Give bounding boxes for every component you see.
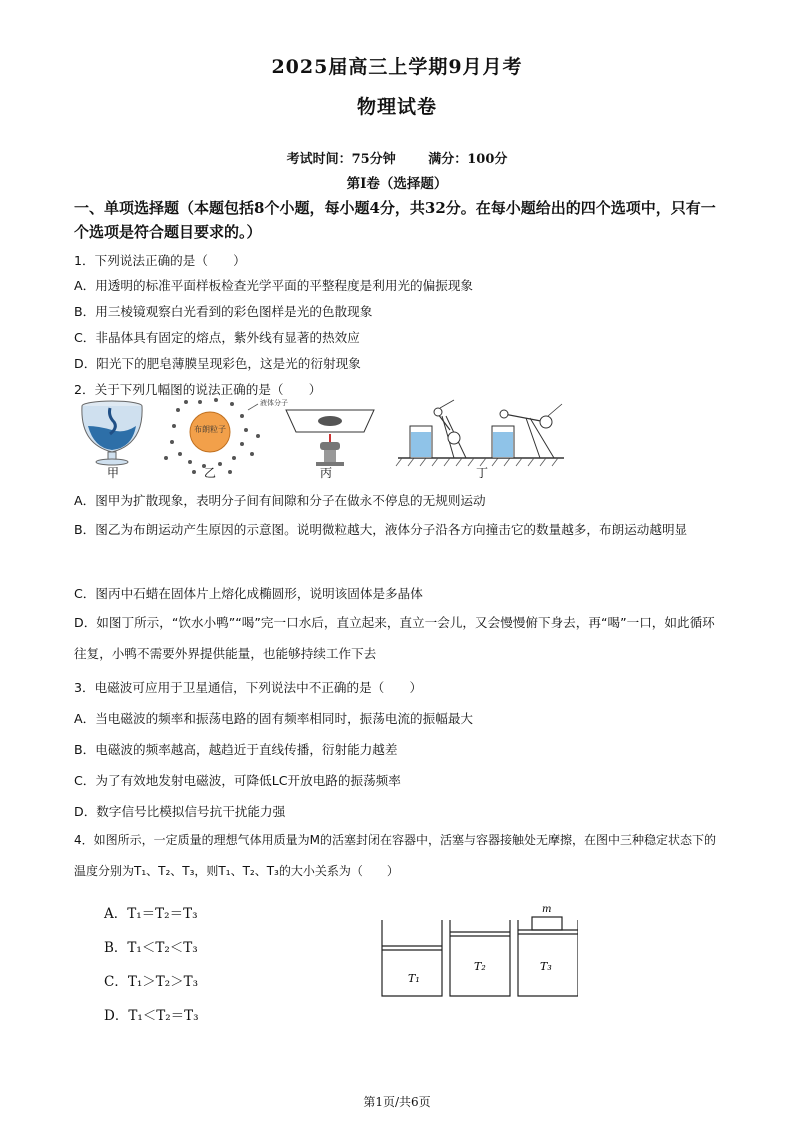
- container-label-t2: T₂: [474, 960, 486, 973]
- q2-option-b: B．图乙为布朗运动产生原因的示意图。说明微粒越大，液体分子沿各方向撞击它的数量越多，布朗运动越明显: [74, 522, 688, 537]
- q1-option-d: D．阳光下的肥皂薄膜呈现彩色，这是光的衍射现象: [74, 356, 361, 371]
- q1-stem: 1．下列说法正确的是（ ）: [74, 253, 246, 268]
- q3-option-b: B．电磁波的频率越高，越趋近于直线传播，衍射能力越差: [74, 742, 398, 757]
- container-label-t3: T₃: [540, 960, 552, 973]
- q4-option-a: A．T₁＝T₂＝T₃: [104, 906, 198, 922]
- q1-option-b: B．用三棱镜观察白光看到的彩色图样是光的色散现象: [74, 304, 373, 319]
- q1-option-c: C．非晶体具有固定的熔点，紫外线有显著的热效应: [74, 330, 360, 345]
- q2-option-d: D．如图丁所示，“饮水小鸭”“喝”完一口水后，直立起来，直立一会儿，又会慢慢俯下身去，再“喝”一口，如此循环往复，小鸭不需要外界提供能量，也能够持续工作下去: [74, 615, 715, 661]
- figure-jia-glass: [82, 401, 142, 465]
- q4-stem: 4．如图所示，一定质量的理想气体用质量为M的活塞封闭在容器中，活塞与容器接触处无摩擦，在图中三种稳定状态下的温度分别为T₁、T₂、T₃，则T₁、T₂、T₃的大小关系为（ ）: [74, 833, 716, 878]
- mass-label: m: [542, 904, 552, 915]
- q2-option-a: A．图甲为扩散现象，表明分子间有间隙和分子在做永不停息的无规则运动: [74, 493, 486, 508]
- figure-yi-brownian: [164, 398, 288, 474]
- q2-stem: 2．关于下列几幅图的说法正确的是（ ）: [74, 382, 322, 397]
- section-heading: 一、单项选择题（本题包括8个小题，每小题4分，共32分。在每小题给出的四个选项中，只有一个选项是符合题目要求的。）: [74, 199, 716, 241]
- molecule-label: 液体分子: [260, 399, 288, 407]
- page-footer: 第1页/共6页: [363, 1095, 431, 1109]
- figure-label-jia: 甲: [107, 466, 120, 480]
- q4-option-d: D．T₁＜T₂＝T₃: [104, 1008, 199, 1024]
- figure-label-yi: 乙: [204, 466, 217, 480]
- figure-label-bing: 丙: [320, 466, 333, 480]
- volume-heading: 第Ⅰ卷（选择题）: [346, 176, 448, 192]
- figure-ding-drinking-bird: [396, 400, 564, 466]
- q3-option-a: A．当电磁波的频率和振荡电路的固有频率相同时，振荡电流的振幅最大: [74, 711, 474, 726]
- q3-stem: 3．电磁波可应用于卫星通信，下列说法中不正确的是（ ）: [74, 680, 423, 695]
- figure-label-ding: 丁: [476, 466, 489, 480]
- q3-option-d: D．数字信号比模拟信号抗干扰能力强: [74, 804, 286, 819]
- exam-time: 考试时间：75分钟: [286, 152, 396, 167]
- q2-figures: [74, 396, 594, 478]
- q2-option-c: C．图丙中石蜡在固体片上熔化成椭圆形，说明该固体是多晶体: [74, 586, 423, 601]
- exam-meta: [0, 148, 794, 167]
- q4-option-c: C．T₁＞T₂＞T₃: [104, 974, 199, 990]
- particle-label: 布朗粒子: [194, 425, 226, 434]
- container-label-t1: T₁: [408, 972, 420, 985]
- full-score: 满分：100分: [428, 152, 508, 167]
- exam-title: 2025届高三上学期9月月考: [271, 56, 523, 78]
- q4-option-b: B．T₁＜T₂＜T₃: [104, 940, 198, 956]
- q4-containers: [378, 900, 578, 1004]
- q1-option-a: A．用透明的标准平面样板检查光学平面的平整程度是利用光的偏振现象: [74, 278, 474, 293]
- exam-subtitle: 物理试卷: [356, 96, 437, 118]
- q3-option-c: C．为了有效地发射电磁波，可降低LC开放电路的振荡频率: [74, 773, 401, 788]
- figure-bing-plate: [286, 410, 374, 466]
